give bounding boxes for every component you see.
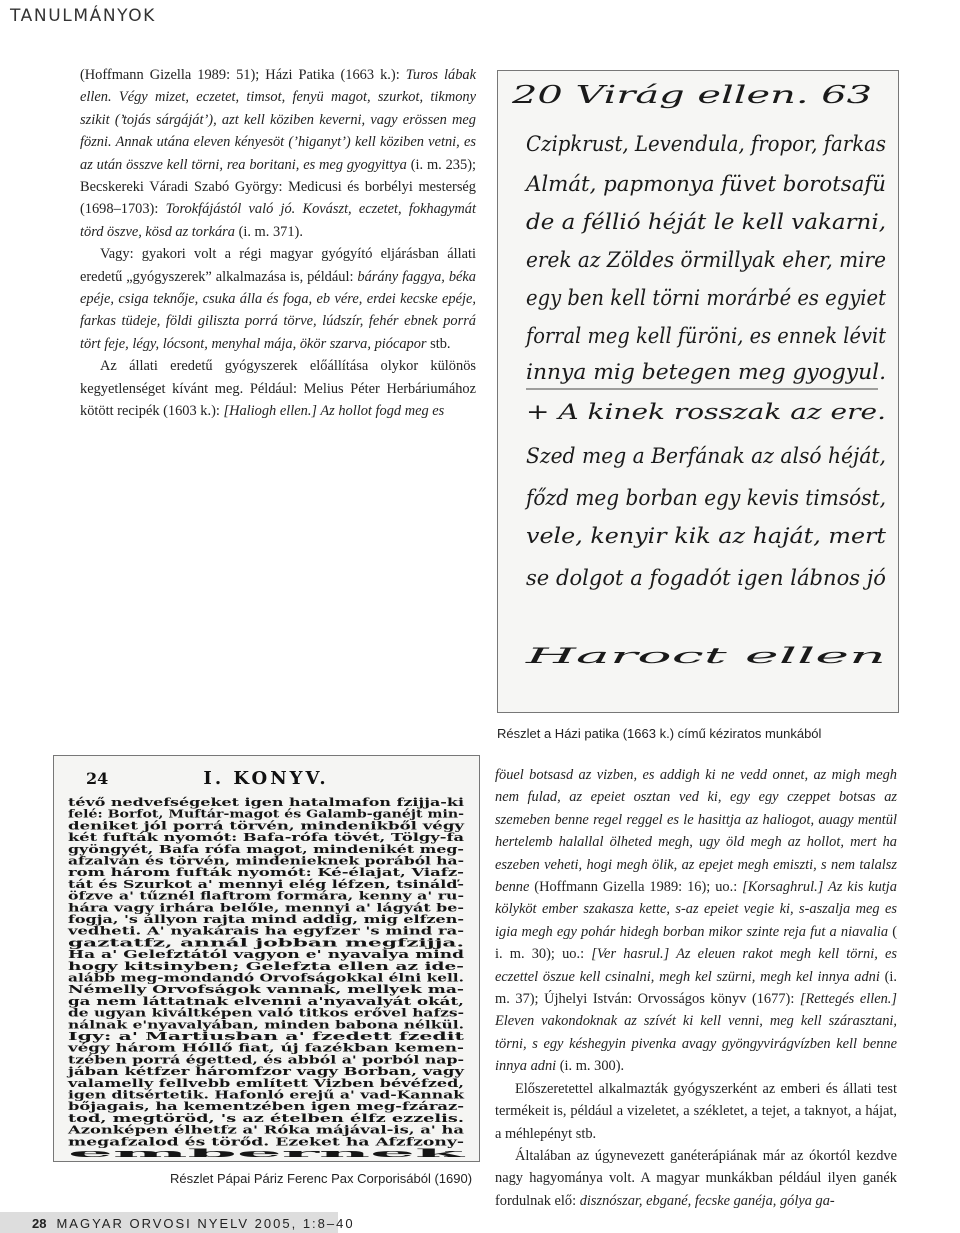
left-paragraph-3	[80, 355, 476, 422]
journal-info: MAGYAR ORVOSI NYELV 2005, 1:8–40	[56, 1216, 355, 1231]
printed-line: gyöngyét, Bafa rófa magot, mindenikét meg-	[68, 841, 465, 856]
left-column-text	[80, 64, 476, 423]
printed-line: jában kétfzer háromfzor vagy Borban, vagy	[66, 1064, 465, 1079]
printed-line: ga nem láttatnak elvenni a'nyavalyát okát,	[68, 993, 464, 1008]
text-segment: bárány faggya, béka epéje, csiga teknője, csuka álla és foga, eb vére, erdei kecske epéje, farkas tüdeje, földi giliszta porrá törve, lúdszír, fehér ebnek porrá tört feje, légy, lócsont, menyhal mája, ökör szarva, piócapor	[80, 268, 476, 352]
printed-line: deniket jól porrá törvén, mindenikből végy	[68, 818, 465, 833]
text-segment: (i. m. 300).	[556, 1058, 625, 1075]
printed-line: Igy: a' Martiusban a' fzedett fzedit	[68, 1029, 466, 1043]
right-paragraph-3	[495, 1145, 897, 1212]
printed-line: öfzve a' tűznél flaftrom formára, kenny a' ru-	[68, 888, 465, 903]
printed-line: valamelly fellvebb említett Vizben bévéfzed,	[66, 1075, 464, 1090]
manuscript-line: Haroct ellen	[523, 644, 886, 668]
right-paragraph-1	[495, 764, 897, 1078]
text-segment: Vagy: gyakori volt a régi magyar gyógyító eljárásban állati eredetű „gyógyszerek” alkalmazása is, például:	[80, 246, 476, 285]
text-segment: (i. m. 235); Becskereki Váradi Szabó György: Medicusi és borbélyi mesterség (1698–1703):	[80, 156, 476, 218]
text-segment: (i. m. 37); Újhelyi István: Orvosságos könyv (1677):	[495, 968, 897, 1008]
text-segment: föuel botsasd az vizben, es addigh ki ne vedd onnet, az migh megh nem fulad, az epeiet osztan ved ki, egy egy czeppet botsas az szemeben benne regel reggel es le hasittja az haliogot, auagy mentül hertelemb halallal ölheted megh, ugy öld megh az hollot, mert ha eszeben veheti, hogi megh ölik, az epejet megh emiszti, s nem talalsz benne	[495, 767, 897, 896]
printed-heading: I. KONYV.	[203, 768, 329, 789]
text-segment: (Hoffmann Gizella 1989: 51); Házi Patika (1663 k.):	[80, 67, 406, 83]
printed-line: igen ditsértetik. Hafonló erejű a' vad-Kannak	[68, 1087, 466, 1102]
manuscript-line: egy ben kell törni morárbé es egyiet	[526, 286, 887, 310]
manuscript-svg	[498, 71, 898, 712]
printed-line: rom három fufták nyomót: Ké-élajat, Viafz-	[68, 865, 465, 880]
text-segment: Az állati eredetű gyógyszerek előállítása olykor különös kegyetlenséget kívánt meg. Például: Melius Péter Herbáriumához kötött recipék (1603 k.):	[80, 358, 476, 420]
printed-line: afzalván és törvén, mindenieknek porából ha-	[68, 853, 465, 868]
printed-line: megafzalod és törőd. Ezeket ha Afzfzony-	[68, 1134, 465, 1149]
printed-line: gaztatfz, annál jobban megfzijja.	[68, 935, 464, 950]
printed-line: de ugyan kiváltképen való titkos erővel hafzs-	[68, 1005, 465, 1020]
right-paragraph-2	[495, 1078, 897, 1145]
text-segment: Torokfájástól való jó. Kovászt, eczetet, fokhagymát törd öszve, kösd az torkára	[80, 201, 476, 240]
printed-line: tévő nedvefségeket igen hatalmafon fzijja-ki	[68, 795, 465, 809]
printed-line: nálnak e'nyavalyában, minden babona nélkül.	[68, 1017, 464, 1032]
text-segment: Általában az úgynevezett ganéterápiának már az ókortól kezdve nagy hagyománya volt. A magyar munkákban például ilyen ganék fordulnak elő:	[495, 1147, 897, 1209]
printed-lines	[67, 795, 471, 1160]
text-segment: Turos lábak ellen. Végy mizet, eczetet, timsot, fenyü magot, szurkot, tikmony szikit (’tojás sárgáját’), azt kell köziben keverni, vagy erössen meg fözni. Annak utána eleven kényesöt (’higanyt’) kell köziben vetni, es az után összve kell törni, rea boritani, es meg gyogyittya	[80, 67, 476, 173]
manuscript-line: de a féllió héját le kell vakarni,	[526, 210, 886, 234]
printed-line: vedheti. A' nyakárais ha egyfzer 's mind ra-	[66, 923, 465, 938]
manuscript-line: forral meg kell füröni, es ennek lévit	[524, 324, 887, 348]
printed-book-image	[53, 755, 480, 1162]
left-paragraph-1	[80, 64, 476, 243]
manuscript-line: 20 Virág ellen. 63	[510, 81, 872, 109]
printed-line: embernek	[68, 1146, 471, 1160]
printed-line: hára vagy irhára belőle, mennyi a' lágyát be-	[68, 900, 465, 915]
printed-book-svg	[54, 756, 479, 1161]
printed-line: hogy kitsinyben; Gelefzta ellen az ide-	[68, 958, 465, 973]
manuscript-line: Szed meg a Berfának az alsó héját,	[526, 444, 886, 468]
printed-line: Azonképen élhetfz a' Róka májával-is, a' ha	[66, 1122, 465, 1137]
right-column-text	[495, 764, 897, 1212]
text-segment: [Haliogh ellen.] Az hollot fogd meg es	[223, 403, 445, 420]
printed-line: Némelly Orvofságok vannak, mellyek ma-	[68, 982, 465, 997]
manuscript-line: innya mig betegen meg gyogyul.	[526, 360, 886, 384]
printed-line: két fufták nyomót: Bafa-rófa tövét, Tölgy-fa	[68, 830, 465, 845]
text-segment: (Hoffmann Gizella 1989: 16); uo.:	[529, 879, 743, 896]
printed-line: végy három Hóllő fiat, új fazékban kemen-	[66, 1040, 465, 1055]
manuscript-line: se dolgot a fogadót igen lábnos jó	[526, 566, 886, 590]
left-paragraph-2	[80, 243, 476, 355]
manuscript-line: + A kinek rosszak az ere.	[526, 400, 886, 424]
manuscript-caption: Részlet a Házi patika (1663 k.) című kéziratos munkából	[497, 726, 822, 741]
page-number: 28	[32, 1216, 47, 1231]
printed-line: felé: Borfot, Muftár-magot és Galamb-ganéjt min-	[68, 806, 465, 821]
footer	[32, 1216, 355, 1231]
manuscript-line: vele, kenyir kik az haját, mert	[526, 524, 887, 548]
text-segment: ( i. m. 30); uo.:	[495, 923, 898, 963]
manuscript-image	[497, 70, 899, 713]
manuscript-line: Almát, papmonya füvet borotsafü	[523, 172, 886, 196]
manuscript-line: erek az Zöldes örmillyak eher, mire	[526, 248, 886, 272]
text-segment: disznószar, ebgané, fecske ganéja, gólya ga-	[579, 1192, 835, 1209]
text-segment: [Korsaghrul.] Az kis kutja kölyköt ember szakasza kette, s-az epeiet vegie ki, s-aszalja meg es igia megh egy pohár hidegh borban mikor szinte reja fut a niavalia	[495, 879, 897, 940]
printed-line: tát és Szurkot a' mennyi elég léfzen, tsinálď-	[68, 876, 465, 891]
text-segment: [Ver hasrul.] Az eleuen rakot megh kell törni, es eczettel öszue kell csinalni, megh kel szürni, megh kel innya adni	[495, 946, 897, 985]
text-segment: stb.	[426, 335, 451, 352]
printed-line: bőjagais, ha kementzében igen meg-fzáraz-	[68, 1099, 465, 1114]
printed-line: tod, megtöröd, 's az ételben élfz ezzelis.	[68, 1110, 464, 1125]
manuscript-line: Czipkrust, Levendula, fropor, farkas	[526, 132, 887, 156]
printed-line: Ha a' Gelefztától vagyon e' nyavalya mind	[68, 947, 464, 962]
printed-caption: Részlet Pápai Páriz Ferenc Pax Corporisából (1690)	[170, 1171, 473, 1186]
printed-line: tzében porrá égetted, és abból a' porból nap-	[68, 1052, 465, 1067]
printed-line: alább meg-mondandó Orvofságokkal élni kell.	[68, 970, 464, 985]
text-segment: (i. m. 371).	[234, 223, 303, 240]
text-segment: [Rettegés ellen.] Eleven vakondoknak az szívét ki kell venni, meg kell szárasztani, törni, s egy késhegyin pivenka avagy gyöngyvirágvízben kell benne innya adni	[495, 991, 898, 1075]
manuscript-line: főzd meg borban egy kevis timsóst,	[524, 486, 886, 510]
section-label: TANULMÁNYOK	[10, 6, 156, 26]
printed-page-number: 24	[86, 769, 109, 788]
text-segment: Előszeretettel alkalmazták gyógyszerként az emberi és állati test termékeit is, például a vizeletet, a székletet, a tejet, a taknyot, a hájat, a méhlepényt stb.	[495, 1080, 897, 1142]
printed-line: fogja, 's állyon rajta mind addig, mig elfzen-	[68, 912, 465, 926]
